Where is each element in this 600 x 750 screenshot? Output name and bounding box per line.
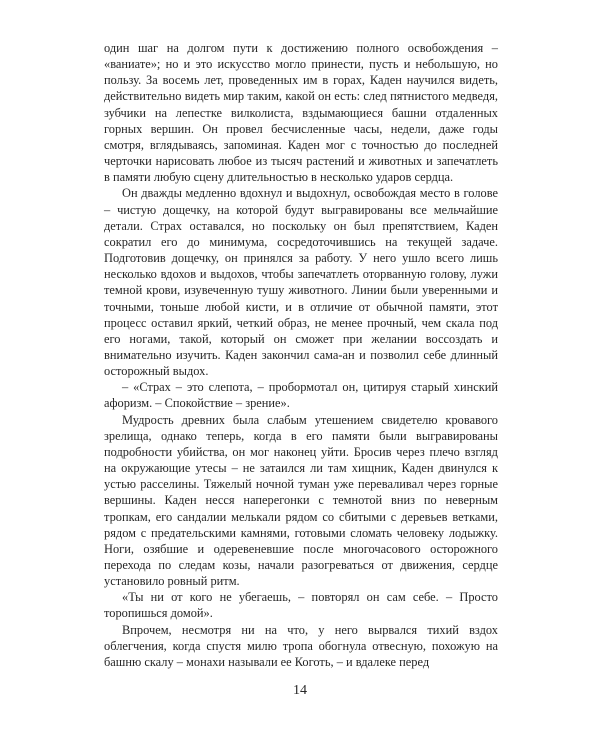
body-text: [104, 40, 498, 670]
paragraph-3: – «Страх – это слепота, – пробормотал он, цитируя старый хинский афоризм. – Спокойствие – зрение».: [104, 380, 498, 411]
paragraph-6: Впрочем, несмотря ни на что, у него вырвался тихий вздох облегчения, когда спустя милю тропа обогнула отвесную, похожую на башню скалу – монахи называли ее Коготь, – и вдалеке перед: [104, 622, 498, 669]
paragraph-2: Он дважды медленно вдохнул и выдохнул, освобождая место в голове – чистую дощечку, на которой будут выгравированы все мельчайшие детали. Страх оставался, но поскольку он был препятствием, Каден сократил его до минимума, сосредоточившись на текущей задаче. Подготовив дощечку, он принялся за работу. У него ушло всего лишь несколько вдохов и выдохов, чтобы запечатлеть оторванную голову, лужи темной крови, изувеченную тушу животного. Линии были уверенными и точными, тоньше любой кисти, и в отличие от обычной памяти, этот процесс оставил яркий, четкий образ, не менее прочный, чем скала под его ногами, такой, который он сможет при желании воссоздать и внимательно изучить. Каден закончил сама-ан и позволил себе длинный осторожный выдох.: [104, 186, 498, 379]
page-number: 14: [293, 683, 307, 698]
paragraph-5: «Ты ни от кого не убегаешь, – повторял он сам себе. – Просто торопишься домой».: [104, 590, 498, 621]
paragraph-4: Мудрость древних была слабым утешением свидетелю кровавого зрелища, однако теперь, когда в его памяти были выгравированы подробности убийства, он мог наконец уйти. Бросив через плечо взгляд на окружающие утесы – не затаился ли там хищник, Каден двинулся к устью расселины. Тяжелый ночной туман уже переваливал через горные вершины. Каден несся наперегонки с темнотой вниз по неверным тропкам, его сандалии мелькали рядом со сбитыми с деревьев ветками, рядом с предательскими камнями, готовыми сломать человеку лодыжку. Ноги, озябшие и одеревеневшие после многочасового осторожного перехода по следам козы, начали разогреваться от движения, сердце установило ровный ритм.: [104, 412, 498, 589]
paragraph-1: один шаг на долгом пути к достижению полного освобождения – «ваниате»; но и это искусство могло принести, пусть и небольшую, но пользу. За восемь лет, проведенных им в горах, Каден научился видеть, действительно видеть мир таким, какой он есть: след пятнистого медведя, зубчики на лепестке вилколиста, вздымающиеся башни отдаленных горных вершин. Он провел бесчисленные часы, недели, даже годы смотря, вглядываясь, запоминая. Каден мог с точностью до последней черточки нарисовать любое из тысяч растений и животных и запечатлеть в памяти любую сцену длительностью в несколько ударов сердца.: [104, 41, 498, 185]
